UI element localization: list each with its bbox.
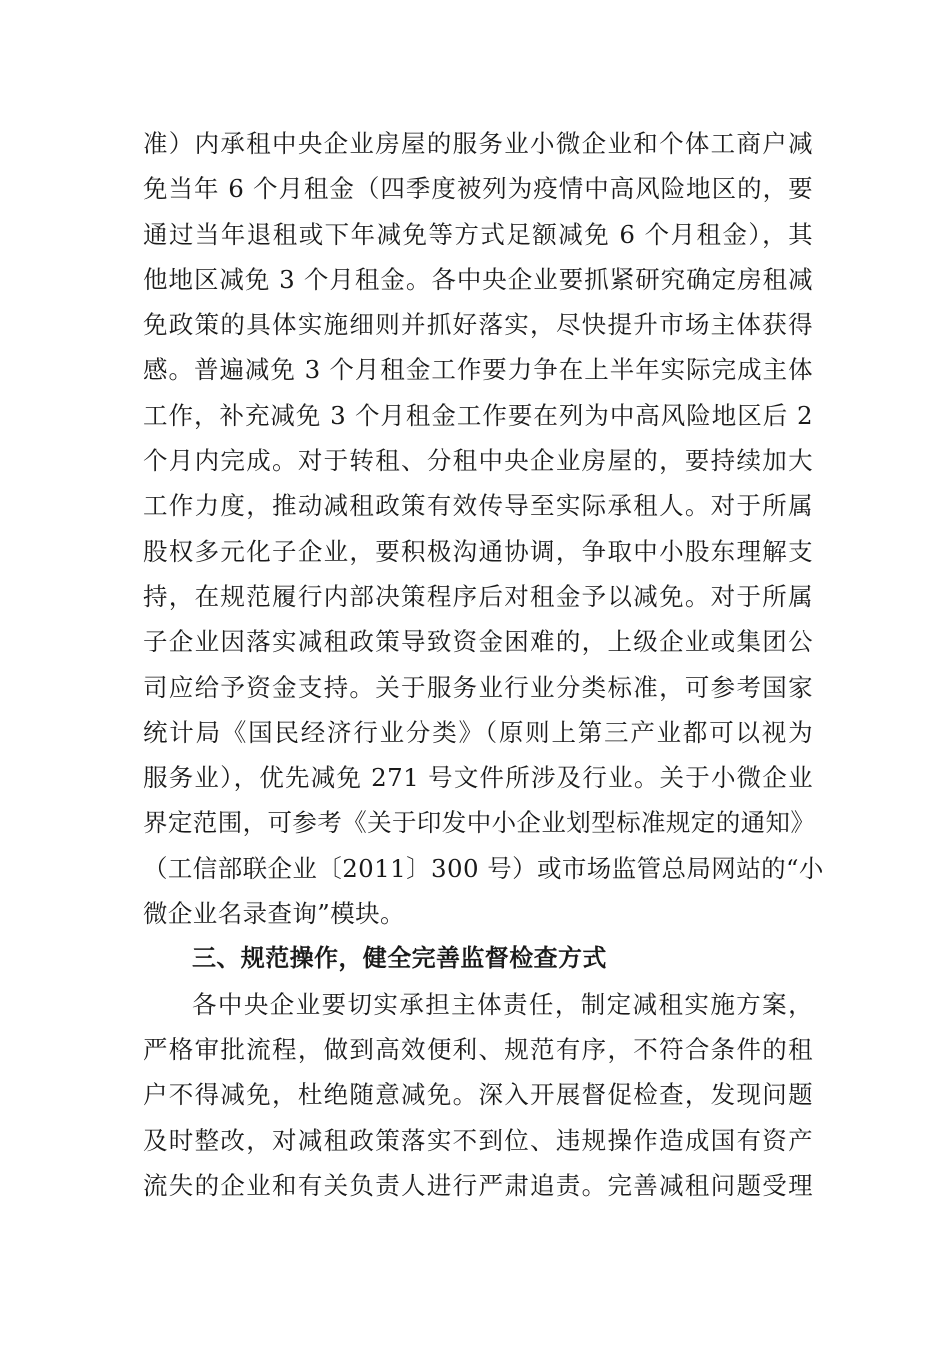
- paragraph-line: 个月内完成。对于转租、分租中央企业房屋的，要持续加大: [143, 446, 813, 476]
- paragraph-line: 各中央企业要切实承担主体责任，制定减租实施方案，: [192, 989, 813, 1019]
- paragraph-line: 感。普遍减免 3 个月租金工作要力争在上半年实际完成主体: [143, 355, 813, 385]
- paragraph-line: 免当年 6 个月租金（四季度被列为疫情中高风险地区的，要: [143, 174, 813, 204]
- paragraph-line: 免政策的具体实施细则并抓好落实，尽快提升市场主体获得: [143, 310, 813, 340]
- paragraph-line: 他地区减免 3 个月租金。各中央企业要抓紧研究确定房租减: [143, 264, 813, 294]
- paragraph-line: （工信部联企业〔2011〕300 号）或市场监管总局网站的“小: [143, 853, 824, 883]
- paragraph-line: 持，在规范履行内部决策程序后对租金予以减免。对于所属: [143, 581, 813, 611]
- paragraph-line: 户不得减免，杜绝随意减免。深入开展督促检查，发现问题: [143, 1080, 813, 1110]
- paragraph-line: 工作，补充减免 3 个月租金工作要在列为中高风险地区后 2: [143, 400, 813, 430]
- paragraph-line: 准）内承租中央企业房屋的服务业小微企业和个体工商户减: [143, 129, 813, 158]
- paragraph-line: 界定范围，可参考《关于印发中小企业划型标准规定的通知》: [143, 808, 816, 838]
- paragraph-line: 严格审批流程，做到高效便利、规范有序，不符合条件的租: [143, 1034, 813, 1064]
- paragraph-line: 及时整改，对减租政策落实不到位、违规操作造成国有资产: [143, 1125, 813, 1155]
- paragraph-line: 流失的企业和有关负责人进行严肃追责。完善减租问题受理: [143, 1170, 813, 1200]
- paragraph-line: 微企业名录查询”模块。: [143, 899, 405, 929]
- paragraph-line: 服务业），优先减免 271 号文件所涉及行业。关于小微企业: [143, 763, 813, 793]
- paragraph-line: 通过当年退租或下年减免等方式足额减免 6 个月租金），其: [143, 219, 813, 249]
- paragraph-line: 司应给予资金支持。关于服务业行业分类标准，可参考国家: [143, 672, 813, 702]
- paragraph-line: 股权多元化子企业，要积极沟通协调，争取中小股东理解支: [143, 536, 813, 566]
- paragraph-line: 工作力度，推动减租政策有效传导至实际承租人。对于所属: [143, 491, 813, 521]
- paragraph-line: 统计局《国民经济行业分类》（原则上第三产业都可以视为: [143, 717, 813, 747]
- paragraph-line: 子企业因落实减租政策导致资金困难的，上级企业或集团公: [143, 627, 813, 657]
- section-heading: 三、规范操作，健全完善监督检查方式: [192, 944, 607, 973]
- document-body: [143, 121, 824, 1208]
